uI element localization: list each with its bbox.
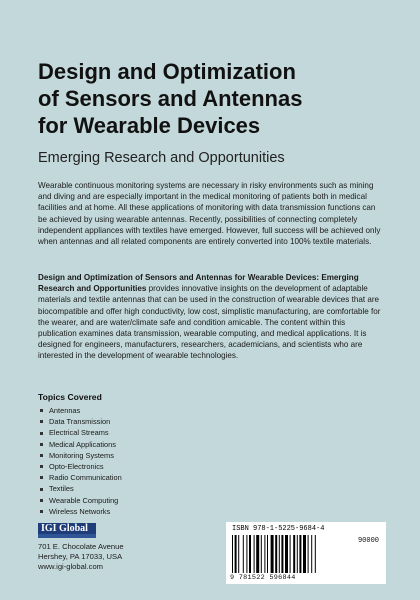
publisher-logo-text: IGI Global [41, 523, 88, 534]
bullet-icon [40, 409, 43, 412]
title-line: Design and Optimization [38, 59, 296, 84]
isbn-barcode [226, 522, 386, 584]
bullet-icon [40, 443, 43, 446]
topic-label: Wireless Networks [49, 506, 111, 516]
title-line: of Sensors and Antennas [38, 86, 303, 111]
bullet-icon [40, 432, 43, 435]
address-line: www.igi-global.com [38, 562, 103, 571]
address-line: 701 E. Chocolate Avenue [38, 542, 124, 551]
topic-item [40, 483, 122, 494]
publisher-logo [38, 523, 96, 538]
topic-label: Antennas [49, 406, 81, 415]
topic-label: Data Transmission [49, 417, 111, 427]
topic-item [40, 472, 122, 483]
title-line: for Wearable Devices [38, 113, 261, 138]
topic-label: Opto-Electronics [49, 462, 104, 472]
topic-item [40, 495, 122, 506]
topics-list [40, 405, 122, 517]
barcode-digits: 9 781522 596844 [230, 574, 296, 582]
topic-label: Radio Communication [49, 473, 122, 483]
book-subtitle: Emerging Research and Opportunities [38, 150, 285, 166]
address-line: Hershey, PA 17033, USA [38, 552, 123, 561]
bullet-icon [40, 499, 43, 502]
book-title [38, 58, 398, 139]
description-body: provides innovative insights on the development of adaptable materials and textile antennas that can be used in the construction of wearable devices that are biocompatible and offer high conductivity, low cost, simplistic manufacturing, are comfortable for the wearer, and are water/climate safe and condition amicable. The content within this publication examines data transmission, wearable computing, and medical applications. It is designed for engineers, manufacturers, researchers, academicians, and scientists who are interested in the development of wearable technologies. [38, 284, 381, 361]
topic-item [40, 405, 122, 416]
bullet-icon [40, 454, 43, 457]
bullet-icon [40, 420, 43, 423]
logo-tagline-bar [38, 534, 96, 538]
topic-label: Textiles [49, 484, 74, 494]
topic-item [40, 439, 122, 450]
topic-label: Monitoring Systems [49, 450, 114, 460]
bullet-icon [40, 476, 43, 479]
topic-label: Wearable Computing [49, 495, 119, 505]
price-code: 90000 [357, 537, 379, 545]
publisher-address [38, 542, 124, 572]
topic-item [40, 506, 122, 517]
barcode-icon [232, 535, 344, 573]
isbn-label: ISBN 978-1-5225-9684-4 [232, 525, 325, 533]
bullet-icon [40, 510, 43, 513]
topic-label: Electrical Streams [49, 428, 109, 438]
bullet-icon [40, 465, 43, 468]
bullet-icon [40, 488, 43, 491]
topic-item [40, 461, 122, 472]
topic-item [40, 450, 122, 461]
topics-heading: Topics Covered [38, 392, 102, 402]
description-paragraph-1: Wearable continuous monitoring systems are necessary in risky environments such as mining and diving and are especially important in the medical monitoring of patients both in medical facilities and at home. All these applications of monitoring with data transmission functions can be achieved by using wearable antennas. Recently, possibilities of connecting completely independent appliances with textiles have emerged. However, full success will be achieved only when antennas and all related components are entirely converted into 100% textile materials. [38, 181, 381, 247]
topic-item [40, 427, 122, 438]
description-paragraph-2 [38, 272, 386, 362]
description-bold-title: Design and Optimization of Sensors and Antennas for Wearable Devices: Emerging Research and Opportunities [38, 273, 359, 294]
topic-label: Medical Applications [49, 439, 116, 449]
topic-item [40, 416, 122, 427]
